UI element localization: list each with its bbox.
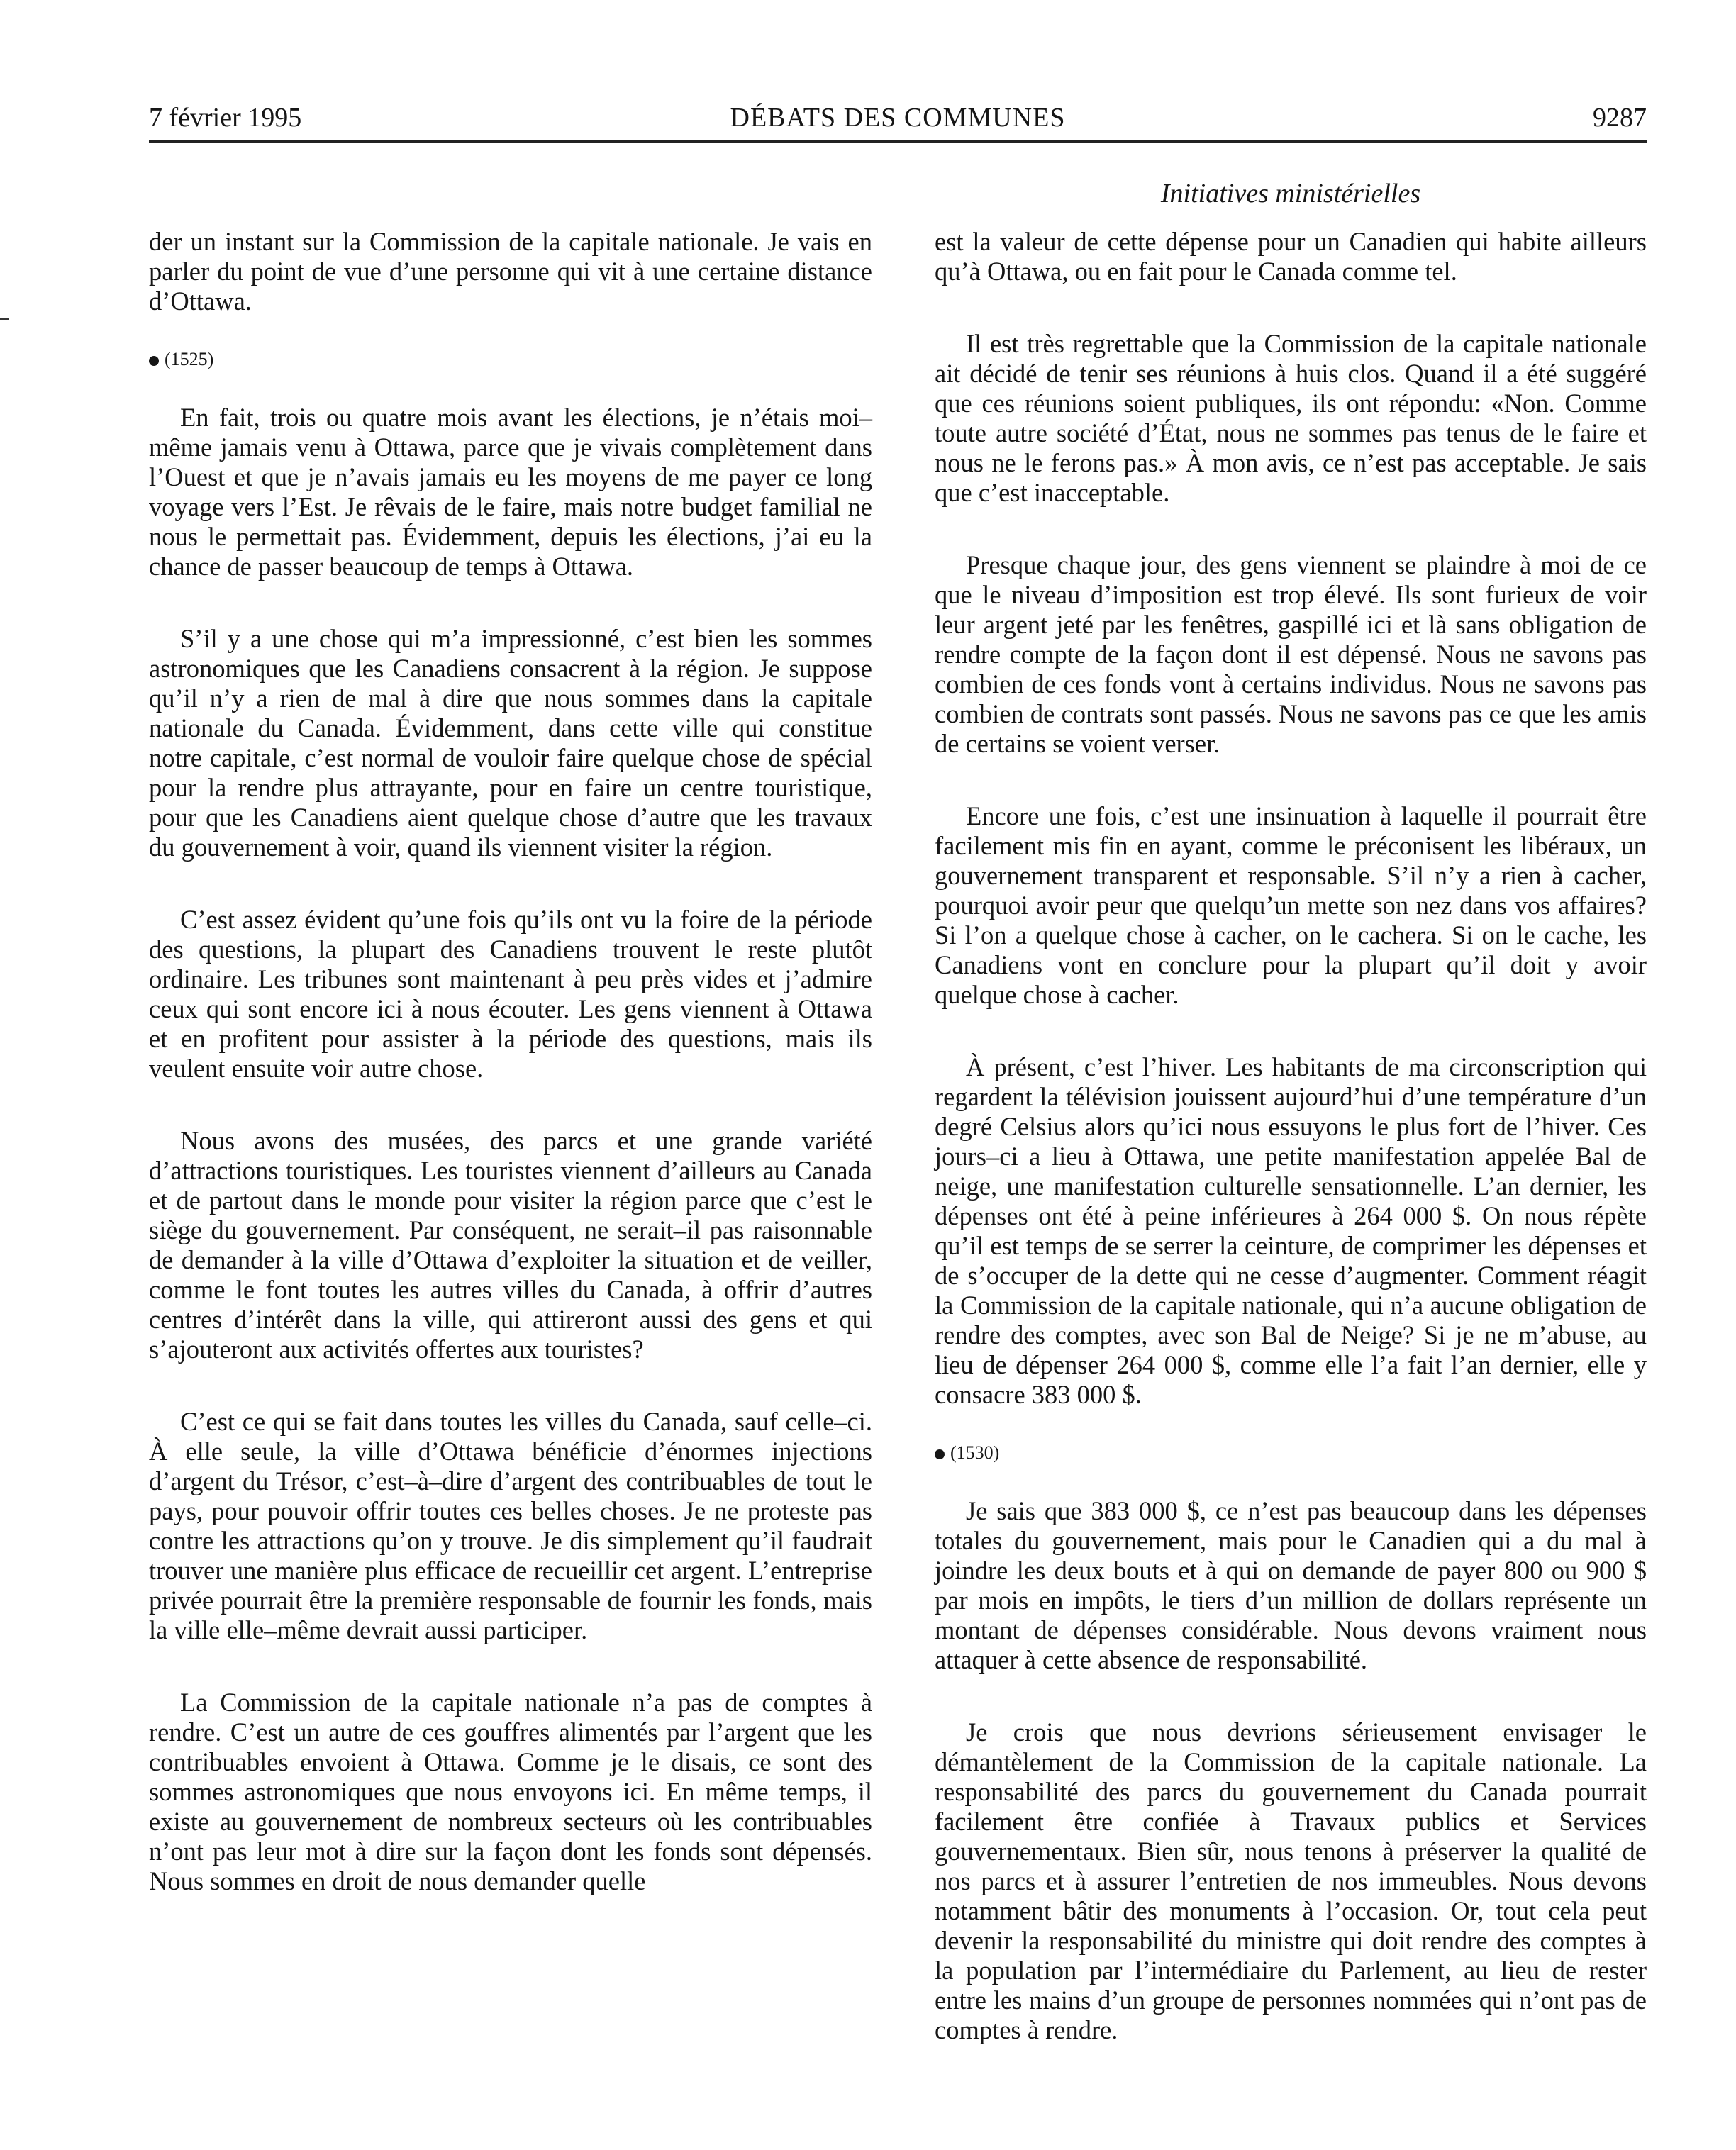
time-marker-label: (1525) [165, 349, 214, 369]
paragraph: S’il y a une chose qui m’a impressionné, c’est bien les sommes astronomiques que les Canadiens consacrent à la région. Je suppose qu’il n’y a rien de mal à dire que nous sommes dans la capitale nationale du Canada. Évidemment, dans cette ville qui constitue notre capitale, c’est normal de vouloir faire quelque chose de spécial pour la rendre plus attrayante, pour en faire un centre touristique, pour que les Canadiens aient quelque chose d’autre que les travaux du gouvernement à voir, quand ils viennent visiter la région. [149, 624, 872, 862]
header-date: 7 février 1995 [149, 103, 302, 133]
header-rule [149, 140, 1647, 143]
paragraph: Encore une fois, c’est une insinuation à laquelle il pourrait être facilement mis fin en ayant, comme le préconisent les libéraux, un gouvernement transparent et responsable. S’il n’y a rien à cacher, pourquoi avoir peur que quelqu’un mette son nez dans vos affaires? Si l’on a quelque chose à cacher, on le cachera. Si on le cache, les Canadiens vont en conclure pour la plupart qu’il doit y avoir quelque chose à cacher. [935, 801, 1647, 1009]
paragraph: Je crois que nous devrions sérieusement envisager le démantèlement de la Commission de la capitale nationale. La responsabilité des parcs du gouvernement du Canada pourrait facilement être confiée à Travaux publics et Services gouvernementaux. Bien sûr, nous tenons à préserver la qualité de nos parcs et à assurer l’entretien de nos immeubles. Nous devons notamment bâtir des monuments à l’occasion. Or, tout cela peut devenir la responsabilité du ministre qui doit rendre des comptes à la population par l’intermédiaire du Parlement, au lieu de rester entre les mains d’un groupe de personnes nommées qui n’ont pas de comptes à rendre. [935, 1717, 1647, 2044]
scan-artifact [0, 318, 9, 320]
header-page-number: 9287 [1593, 103, 1647, 133]
bullet-icon [149, 356, 159, 366]
time-marker [149, 345, 872, 374]
paragraph: est la valeur de cette dépense pour un Canadien qui habite ailleurs qu’à Ottawa, ou en fait pour le Canada comme tel. [935, 227, 1647, 286]
time-marker [935, 1438, 1647, 1468]
left-column [149, 227, 872, 1896]
paragraph: À présent, c’est l’hiver. Les habitants de ma circonscription qui regardent la télévision jouissent aujourd’hui d’une température d’un degré Celsius alors qu’ici nous essuyons le plus fort de l’hiver. Ces jours–ci a lieu à Ottawa, une petite manifestation appelée Bal de neige, une manifestation culturelle sensationnelle. L’an dernier, les dépenses ont été à peine inférieures à 264 000 $. On nous répète qu’il est temps de se serrer la ceinture, de comprimer les dépenses et de s’occuper de la dette qui ne cesse d’augmenter. Comment réagit la Commission de la capitale nationale, qui n’a aucune obligation de rendre des comptes, avec son Bal de Neige? Si je ne m’abuse, au lieu de dépenser 264 000 $, comme elle l’a fait l’an dernier, elle y consacre 383 000 $. [935, 1052, 1647, 1409]
paragraph: Il est très regrettable que la Commission de la capitale nationale ait décidé de tenir ses réunions à huis clos. Quand il a été suggéré que ces réunions soient publiques, ils ont répondu: «Non. Comme toute autre société d’État, nous ne sommes pas tenus de le faire et nous ne le ferons pas.» À mon avis, ce n’est pas acceptable. Je sais que c’est inacceptable. [935, 329, 1647, 507]
right-column [935, 227, 1647, 2045]
paragraph: C’est assez évident qu’une fois qu’ils ont vu la foire de la période des questions, la plupart des Canadiens trouvent le reste plutôt ordinaire. Les tribunes sont maintenant à peu près vides et j’admire ceux qui sont encore ici à nous écouter. Les gens viennent à Ottawa et en profitent pour assister à la période des questions, mais ils veulent ensuite voir autre chose. [149, 905, 872, 1083]
paragraph: C’est ce qui se fait dans toutes les villes du Canada, sauf celle–ci. À elle seule, la ville d’Ottawa bénéficie d’énormes injections d’argent du Trésor, c’est–à–dire d’argent des contribuables de tout le pays, pour pouvoir offrir toutes ces belles choses. Je ne proteste pas contre les attractions qu’on y trouve. Je dis simplement qu’il faudrait trouver une manière plus efficace de recueillir cet argent. L’entreprise privée pourrait être la première responsable de fournir les fonds, mais la ville elle–même devrait aussi participer. [149, 1407, 872, 1644]
bullet-icon [935, 1449, 945, 1459]
section-title: Initiatives ministérielles [1160, 179, 1421, 208]
paragraph: Nous avons des musées, des parcs et une grande variété d’attractions touristiques. Les touristes viennent d’ailleurs au Canada et de partout dans le monde pour visiter la région parce que c’est le siège du gouvernement. Par conséquent, ne serait–il pas raisonnable de demander à la ville d’Ottawa d’exploiter la situation et de veiller, comme le font toutes les autres villes du Canada, à offrir d’autres centres d’intérêt dans la ville, qui attireront aussi des gens et qui s’ajouteront aux activités offertes aux touristes? [149, 1126, 872, 1364]
paragraph: En fait, trois ou quatre mois avant les élections, je n’étais moi–même jamais venu à Ottawa, parce que je vivais complètement dans l’Ouest et que je n’avais jamais eu les moyens de me payer ce long voyage vers l’Est. Je rêvais de le faire, mais notre budget familial ne nous le permettait pas. Évidemment, depuis les élections, j’ai eu la chance de passer beaucoup de temps à Ottawa. [149, 403, 872, 581]
paragraph: Je sais que 383 000 $, ce n’est pas beaucoup dans les dépenses totales du gouvernement, mais pour le Canadien qui a du mal à joindre les deux bouts et à qui on demande de payer 800 ou 900 $ par mois en impôts, le tiers d’un million de dollars représente un montant de dépenses considérable. Nous devons vraiment nous attaquer à cette absence de responsabilité. [935, 1496, 1647, 1674]
header-publication: DÉBATS DES COMMUNES [730, 103, 1066, 133]
paragraph: der un instant sur la Commission de la capitale nationale. Je vais en parler du point de vue d’une personne qui vit à une certaine distance d’Ottawa. [149, 227, 872, 316]
paragraph: Presque chaque jour, des gens viennent se plaindre à moi de ce que le niveau d’imposition est trop élevé. Ils sont furieux de voir leur argent jeté par les fenêtres, gaspillé ici et là sans obligation de rendre compte de la façon dont il est dépensé. Nous ne savons pas combien de ces fonds vont à certains individus. Nous ne savons pas combien de contrats sont passés. Nous ne savons pas ce que les amis de certains se voient verser. [935, 550, 1647, 758]
page-header [149, 99, 1647, 136]
time-marker-label: (1530) [950, 1442, 1000, 1463]
paragraph: La Commission de la capitale nationale n’a pas de comptes à rendre. C’est un autre de ces gouffres alimentés par l’argent que les contribuables envoient à Ottawa. Comme je le disais, ce sont des sommes astronomiques que nous envoyons ici. En même temps, il existe au gouvernement de nombreux secteurs où les contribuables n’ont pas leur mot à dire sur la façon dont les fonds sont dépensés. Nous sommes en droit de nous demander quelle [149, 1688, 872, 1895]
